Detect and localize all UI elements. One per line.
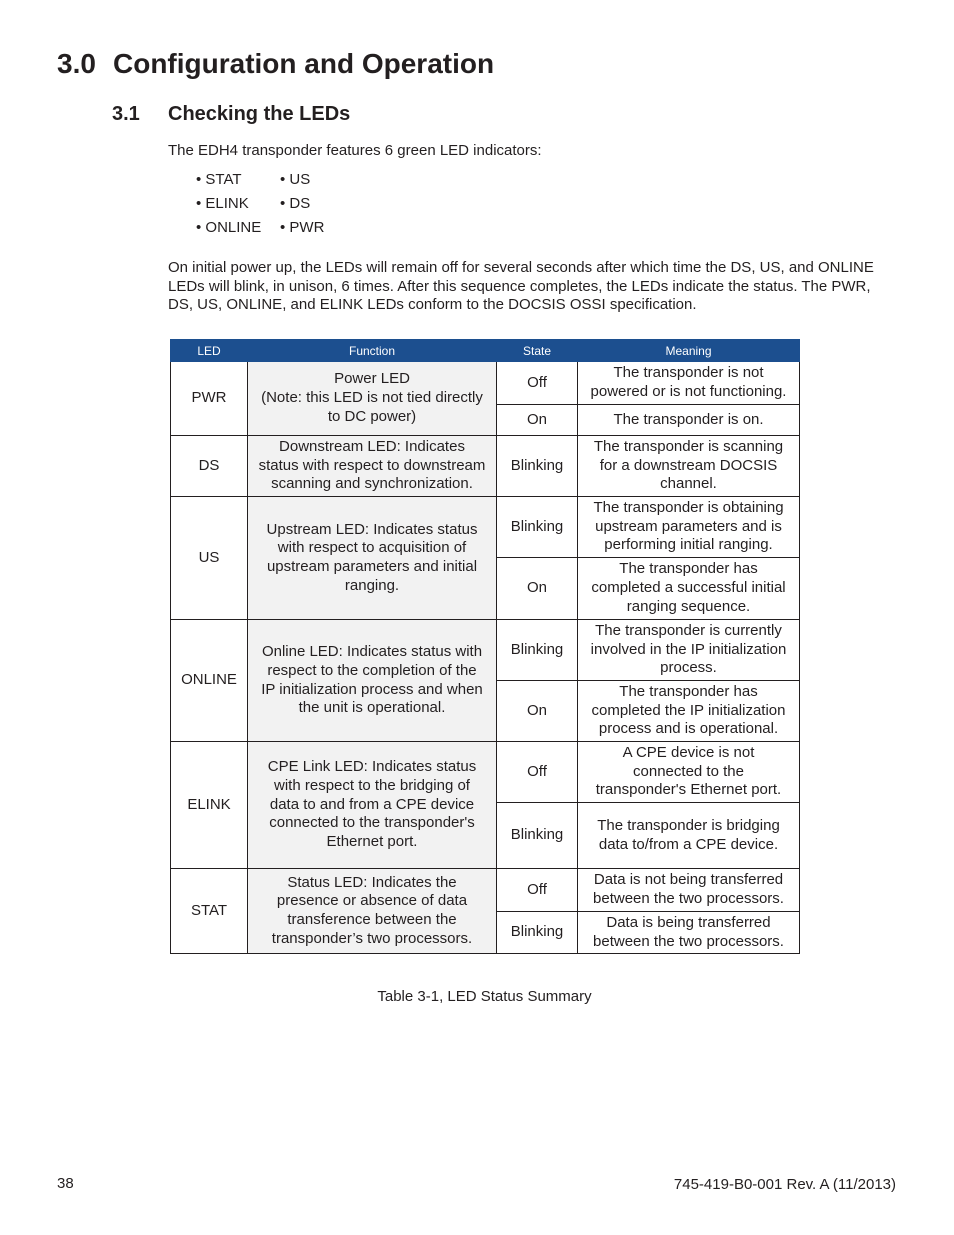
meaning-cell [578,681,800,742]
state-cell: Blinking [497,803,578,869]
table-row [171,497,800,558]
cell-text-line: IP initialization process and when [261,680,483,698]
led-name-cell: PWR [171,362,248,436]
cell-text-line: (Note: this LED is not tied directly [261,389,483,407]
column-header-function: Function [248,340,497,362]
cell-text-line: completed a successful initial [591,579,786,597]
column-header-led: LED [171,340,248,362]
cell-text-line: completed the IP initialization [591,701,786,719]
meaning-cell [578,405,800,436]
subsection-title: Checking the LEDs [168,103,351,125]
cell-text-line: Downstream LED: Indicates [279,437,465,455]
list-item: • ELINK [196,195,249,212]
cell-text-line: Status LED: Indicates the [287,873,457,891]
function-cell [248,620,497,742]
cell-text-line: for a downstream DOCSIS [599,456,778,474]
state-cell: Blinking [497,497,578,558]
cell-text-line: transference between the [287,911,457,928]
state-cell: On [497,405,578,436]
meaning-cell [578,803,800,869]
cell-text-line: with respect to acquisition of [277,539,467,557]
cell-text-line: CPE Link LED: Indicates status [267,758,477,776]
led-name-cell: US [171,497,248,620]
cell-text-line: The transponder is currently [595,621,782,639]
function-cell [248,869,497,954]
list-item: • US [280,171,311,188]
led-status-table [170,339,800,954]
state-cell: On [497,681,578,742]
cell-text-line: Data is not being transferred [593,871,784,889]
cell-text-line: process. [660,659,717,677]
function-cell [248,362,497,436]
meaning-cell [578,558,800,620]
list-item: • STAT [196,171,242,188]
meaning-cell [578,620,800,681]
function-cell [248,742,497,869]
cell-text-line: The transponder is not [613,364,764,382]
cell-text-line: scanning and synchronization. [271,475,473,493]
cell-text-line: with respect to the bridging of [274,776,470,794]
cell-text-line: The transponder is bridging [597,816,780,834]
cell-text-line: connected to the transponder's [269,814,475,832]
cell-text-line: connected to the [633,762,744,780]
cell-text-line: upstream parameters and is [595,517,782,535]
led-name-cell: ONLINE [171,620,248,742]
section-heading [57,48,494,80]
cell-text-line: Online LED: Indicates status with [261,643,483,661]
list-item: • DS [280,195,311,212]
table-row [171,362,800,405]
cell-text-line: The transponder is obtaining [593,498,784,516]
table-row [171,620,800,681]
cell-text-line: Ethernet port. [326,833,418,851]
cell-text-line: transponder’s two processors. [271,929,473,947]
cell-text-line: data to/from a CPE device. [598,835,779,853]
list-item: • ONLINE [196,219,262,236]
cell-text-line: Data is being transferred [606,913,771,931]
list-item: • PWR [280,219,325,236]
column-header-meaning: Meaning [578,340,800,362]
meaning-cell [578,497,800,558]
led-name-cell: ELINK [171,742,248,869]
cell-text-line: Power LED [334,370,410,388]
subsection-heading [112,103,350,126]
cell-text-line: powered or is not functioning. [590,383,787,400]
cell-text-line: respect to the completion of the [267,661,477,679]
cell-text-line: involved in the IP initialization [590,640,787,658]
cell-text-line: presence or absence of data [276,892,468,910]
column-header-state: State [497,340,578,362]
table-header-row [171,340,800,362]
cell-text-line: performing initial ranging. [604,536,773,554]
state-cell: Off [497,362,578,405]
cell-text-line: between the two processors. [593,932,784,950]
table-body [171,362,800,954]
state-cell: Off [497,742,578,803]
state-cell: On [497,558,578,620]
table-row [171,436,800,497]
table-row [171,742,800,803]
body-paragraph: On initial power up, the LEDs will remain off for several seconds after which time the DS, US, and ONLINE LEDs will blink, in unison, 6 times. After this sequence completes, the LEDs indicate the status. The PWR, DS, US, ONLINE, and ELINK LEDs conform to the DOCSIS OSSI specification. [168,259,874,313]
cell-text-line: Upstream LED: Indicates status [266,520,478,538]
cell-text-line: The transponder is scanning [593,437,784,455]
subsection-number: 3.1 [112,103,140,125]
function-cell [248,436,497,497]
bullet-column-right [280,170,324,242]
state-cell: Blinking [497,620,578,681]
cell-text-line: transponder's Ethernet port. [595,781,782,799]
meaning-cell [578,869,800,912]
function-cell [248,497,497,620]
cell-text-line: The transponder is on. [613,410,764,428]
led-name-cell: STAT [171,869,248,954]
cell-text-line: to DC power) [327,407,417,425]
cell-text-line: upstream parameters and initial [266,558,478,575]
bullet-column-left [196,170,261,242]
table-caption: Table 3-1, LED Status Summary [377,988,592,1005]
state-cell: Off [497,869,578,912]
cell-text-line: The transponder has [619,560,758,578]
cell-text-line: between the two processors. [593,890,784,907]
meaning-cell [578,742,800,803]
state-cell: Blinking [497,436,578,497]
cell-text-line: ranging. [344,576,400,594]
cell-text-line: channel. [660,475,717,493]
led-name-cell: DS [171,436,248,497]
intro-text: The EDH4 transponder features 6 green LED indicators: [168,142,542,159]
document-id: 745-419-B0-001 Rev. A (11/2013) [673,1176,896,1193]
table-row [171,869,800,912]
meaning-cell [578,362,800,405]
cell-text-line: process and is operational. [598,720,779,738]
cell-text-line: status with respect to downstream [258,456,486,474]
cell-text-line: the unit is operational. [298,699,446,717]
section-number: 3.0 [57,48,96,79]
cell-text-line: The transponder has [619,682,758,700]
section-title: Configuration and Operation [113,48,495,79]
cell-text-line: ranging sequence. [626,597,751,615]
cell-text-line: data to and from a CPE device [269,795,475,813]
state-cell: Blinking [497,912,578,954]
meaning-cell [578,436,800,497]
page-number: 38 [57,1175,74,1192]
cell-text-line: A CPE device is not [622,743,755,761]
meaning-cell [578,912,800,954]
